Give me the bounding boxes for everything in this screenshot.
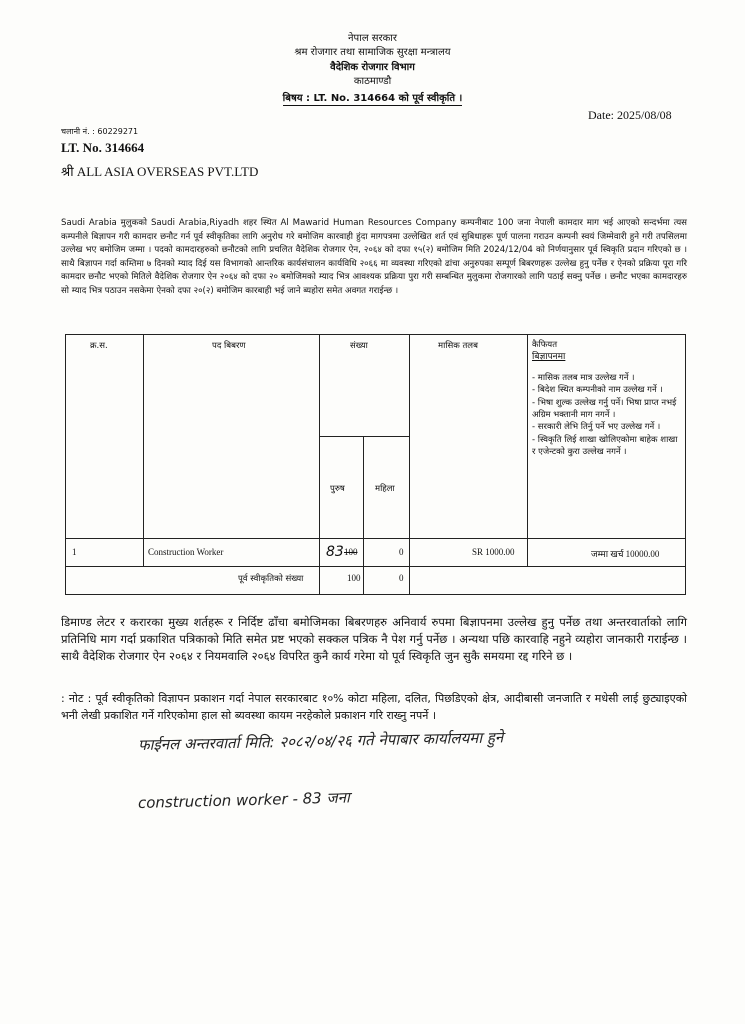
- remarks-list: [532, 372, 680, 459]
- footer-label: पूर्व स्वीकृतिको संख्या: [238, 574, 304, 584]
- footer-female: 0: [399, 573, 404, 583]
- approval-table: [65, 334, 686, 595]
- header-count: संख्या: [350, 341, 368, 351]
- document-date: Date: 2025/08/08: [588, 108, 672, 122]
- header-government: नेपाल सरकार: [348, 33, 397, 44]
- header-sn: क्र.स.: [90, 341, 108, 351]
- lt-number: LT. No. 314664: [61, 140, 145, 155]
- dispatch-number: चलानी नं. : 60229271: [61, 127, 139, 136]
- remarks-title: बिज्ञापनमा: [532, 352, 566, 363]
- remarks-item: - स्विकृति लिई शाखा खोलिएकोमा बाहेक शाखा र एजेन्टको कुरा उल्लेख नगर्ने ।: [532, 434, 678, 458]
- header-male: पुरुष: [330, 484, 345, 494]
- handwritten-worker-note: construction worker - 83 जना: [137, 788, 351, 812]
- note-paragraph: : नोट : पूर्व स्वीकृतिको विज्ञापन प्रकाशन गर्दा नेपाल सरकारबाट १०% कोटा महिला, दलित, पिछडिएको क्षेत्र, आदीबासी जनजाति र मधेसी लाई छुट्याइएको भनी लेखी प्रकाशित गर्ने गरिएकोमा हाल सो ब्यवस्था कायम नरहेकोले प्रकाशन गरि राख्नु नपर्ने ।: [61, 692, 687, 722]
- footer-male: 100: [347, 573, 361, 583]
- header-female: महिला: [375, 484, 395, 494]
- header-department: वैदेशिक रोजगार विभाग: [330, 62, 415, 73]
- remarks-item: - भिषा शुल्क उल्लेख गर्नु पर्ने। भिषा प्राप्त नभई अग्रिम भक्तानी माग नगर्ने ।: [532, 397, 677, 421]
- row-salary: SR 1000.00: [472, 547, 515, 557]
- row-total: जम्मा खर्च 10000.00: [591, 549, 660, 559]
- remarks-cell: [532, 339, 680, 459]
- subject-line: [0, 90, 745, 104]
- remarks-item: - सरकारी लेभि तिर्नु पर्ने भए उल्लेख गर्ने ।: [532, 422, 661, 433]
- addressee: श्री ALL ASIA OVERSEAS PVT.LTD: [61, 164, 259, 179]
- main-paragraph: Saudi Arabia मुलुकको Saudi Arabia,Riyadh शहर स्थित Al Mawarid Human Resources Company कम्पनीबाट 100 जना नेपाली कामदार माग भई आएको सन्दर्भमा त्यस कम्पनीले बिज्ञापन गरी कामदार छनौट गर्न पूर्व स्वीकृतिका लागि अनुरोध गरे बमोजिम कारवाही हुंदा मागपत्रमा उल्लेखित शर्त एवं सुबिधाहरू पूर्ण पालना गराउन कम्पनी स्वयं जिम्मेवारी हुने गरी तपसिलमा उल्लेख भए बमोजिम जम्मा । पदको कामदारहरुको छनौटको लागि प्रचलित वैदेशिक रोजगार ऐन, २०६४ को दफा १५(२) बमोजिम मिति 2024/12/04 को निर्णयानुसार पूर्व स्विकृति प्रदान गरिएको छ । साथै बिज्ञापन गर्दा कम्तिमा ७ दिनको म्याद दिई यस विभागको आन्तरिक कार्यसंचालन कार्यविधि २०६६ मा व्यवस्था गरिएको ढांचा अनुरुपका सम्पूर्ण बिबरणहरू उल्लेख हुनु पर्नेछ र ऐनको प्रक्रिया पूरा गरि कामदार छनौट भएको मितिले वैदेशिक रोजगार ऐन २०६४ को दफा २० बमोजिमको म्याद भित्र आवश्यक प्रक्रिया पुरा गरी सम्बन्धित मुलुकमा रोजगारको लागि पठाई सक्नु पर्नेछ । छनौट भएका कामदारहरु सो म्याद भित्र पठाउन नसकेमा ऐनको दफा २०(२) बमोजिम कारबाही भई जाने ब्यहोरा समेत अवगत गराईन्छ ।: [61, 218, 687, 296]
- conditions-paragraph: डिमाण्ड लेटर र करारका मुख्य शर्तहरू र निर्दिष्ट ढाँचा बमोजिमका बिबरणहरु अनिवार्य रुपमा बिज्ञापनमा उल्लेख हुनु पर्नेछ तथा अन्तरवार्ताको लागि प्रतिनिधि माग गर्दा प्रकाशित पत्रिकाको मिति समेत प्रष्ट भएको सक्कल पत्रिक नै पेश गर्नु पर्नेछ । अन्यथा पछि कारवाहि नहुने व्यहोरा जानकारी गराईन्छ । साथै वैदेशिक रोजगार ऐन २०६४ र नियमवालि २०६४ विपरित कुनै कार्य गरेमा यो पूर्व स्विकृति जुन सुकै समयमा रद्द गरिने छ ।: [61, 615, 687, 663]
- remarks-item: - मासिक तलब मात्र उल्लेख गर्ने ।: [532, 372, 635, 383]
- subject-text: बिषय : LT. No. 314664 को पूर्व स्वीकृति ।: [282, 93, 463, 104]
- header-salary: मासिक तलब: [438, 341, 478, 351]
- row-post: Construction Worker: [148, 547, 224, 557]
- row-male: 100: [344, 547, 358, 557]
- header-remarks: कैफियत: [532, 340, 558, 350]
- row-female: 0: [399, 547, 404, 557]
- header-city: काठमाण्डौ: [353, 76, 392, 87]
- remarks-item: - बिदेश स्थित कम्पनीको नाम उल्लेख गर्ने ।: [532, 385, 663, 396]
- header-post: पद बिबरण: [212, 341, 246, 351]
- handwritten-interview-note: फाईनल अन्तरवार्ता मिति: २०८२/०४/२६ गते नेपाबार कार्यालयमा हुने: [137, 728, 504, 754]
- header-ministry: श्रम रोजगार तथा सामाजिक सुरक्षा मन्त्रालय: [294, 47, 451, 58]
- row-sn: 1: [72, 547, 77, 557]
- handwritten-male-count: 83: [326, 544, 344, 560]
